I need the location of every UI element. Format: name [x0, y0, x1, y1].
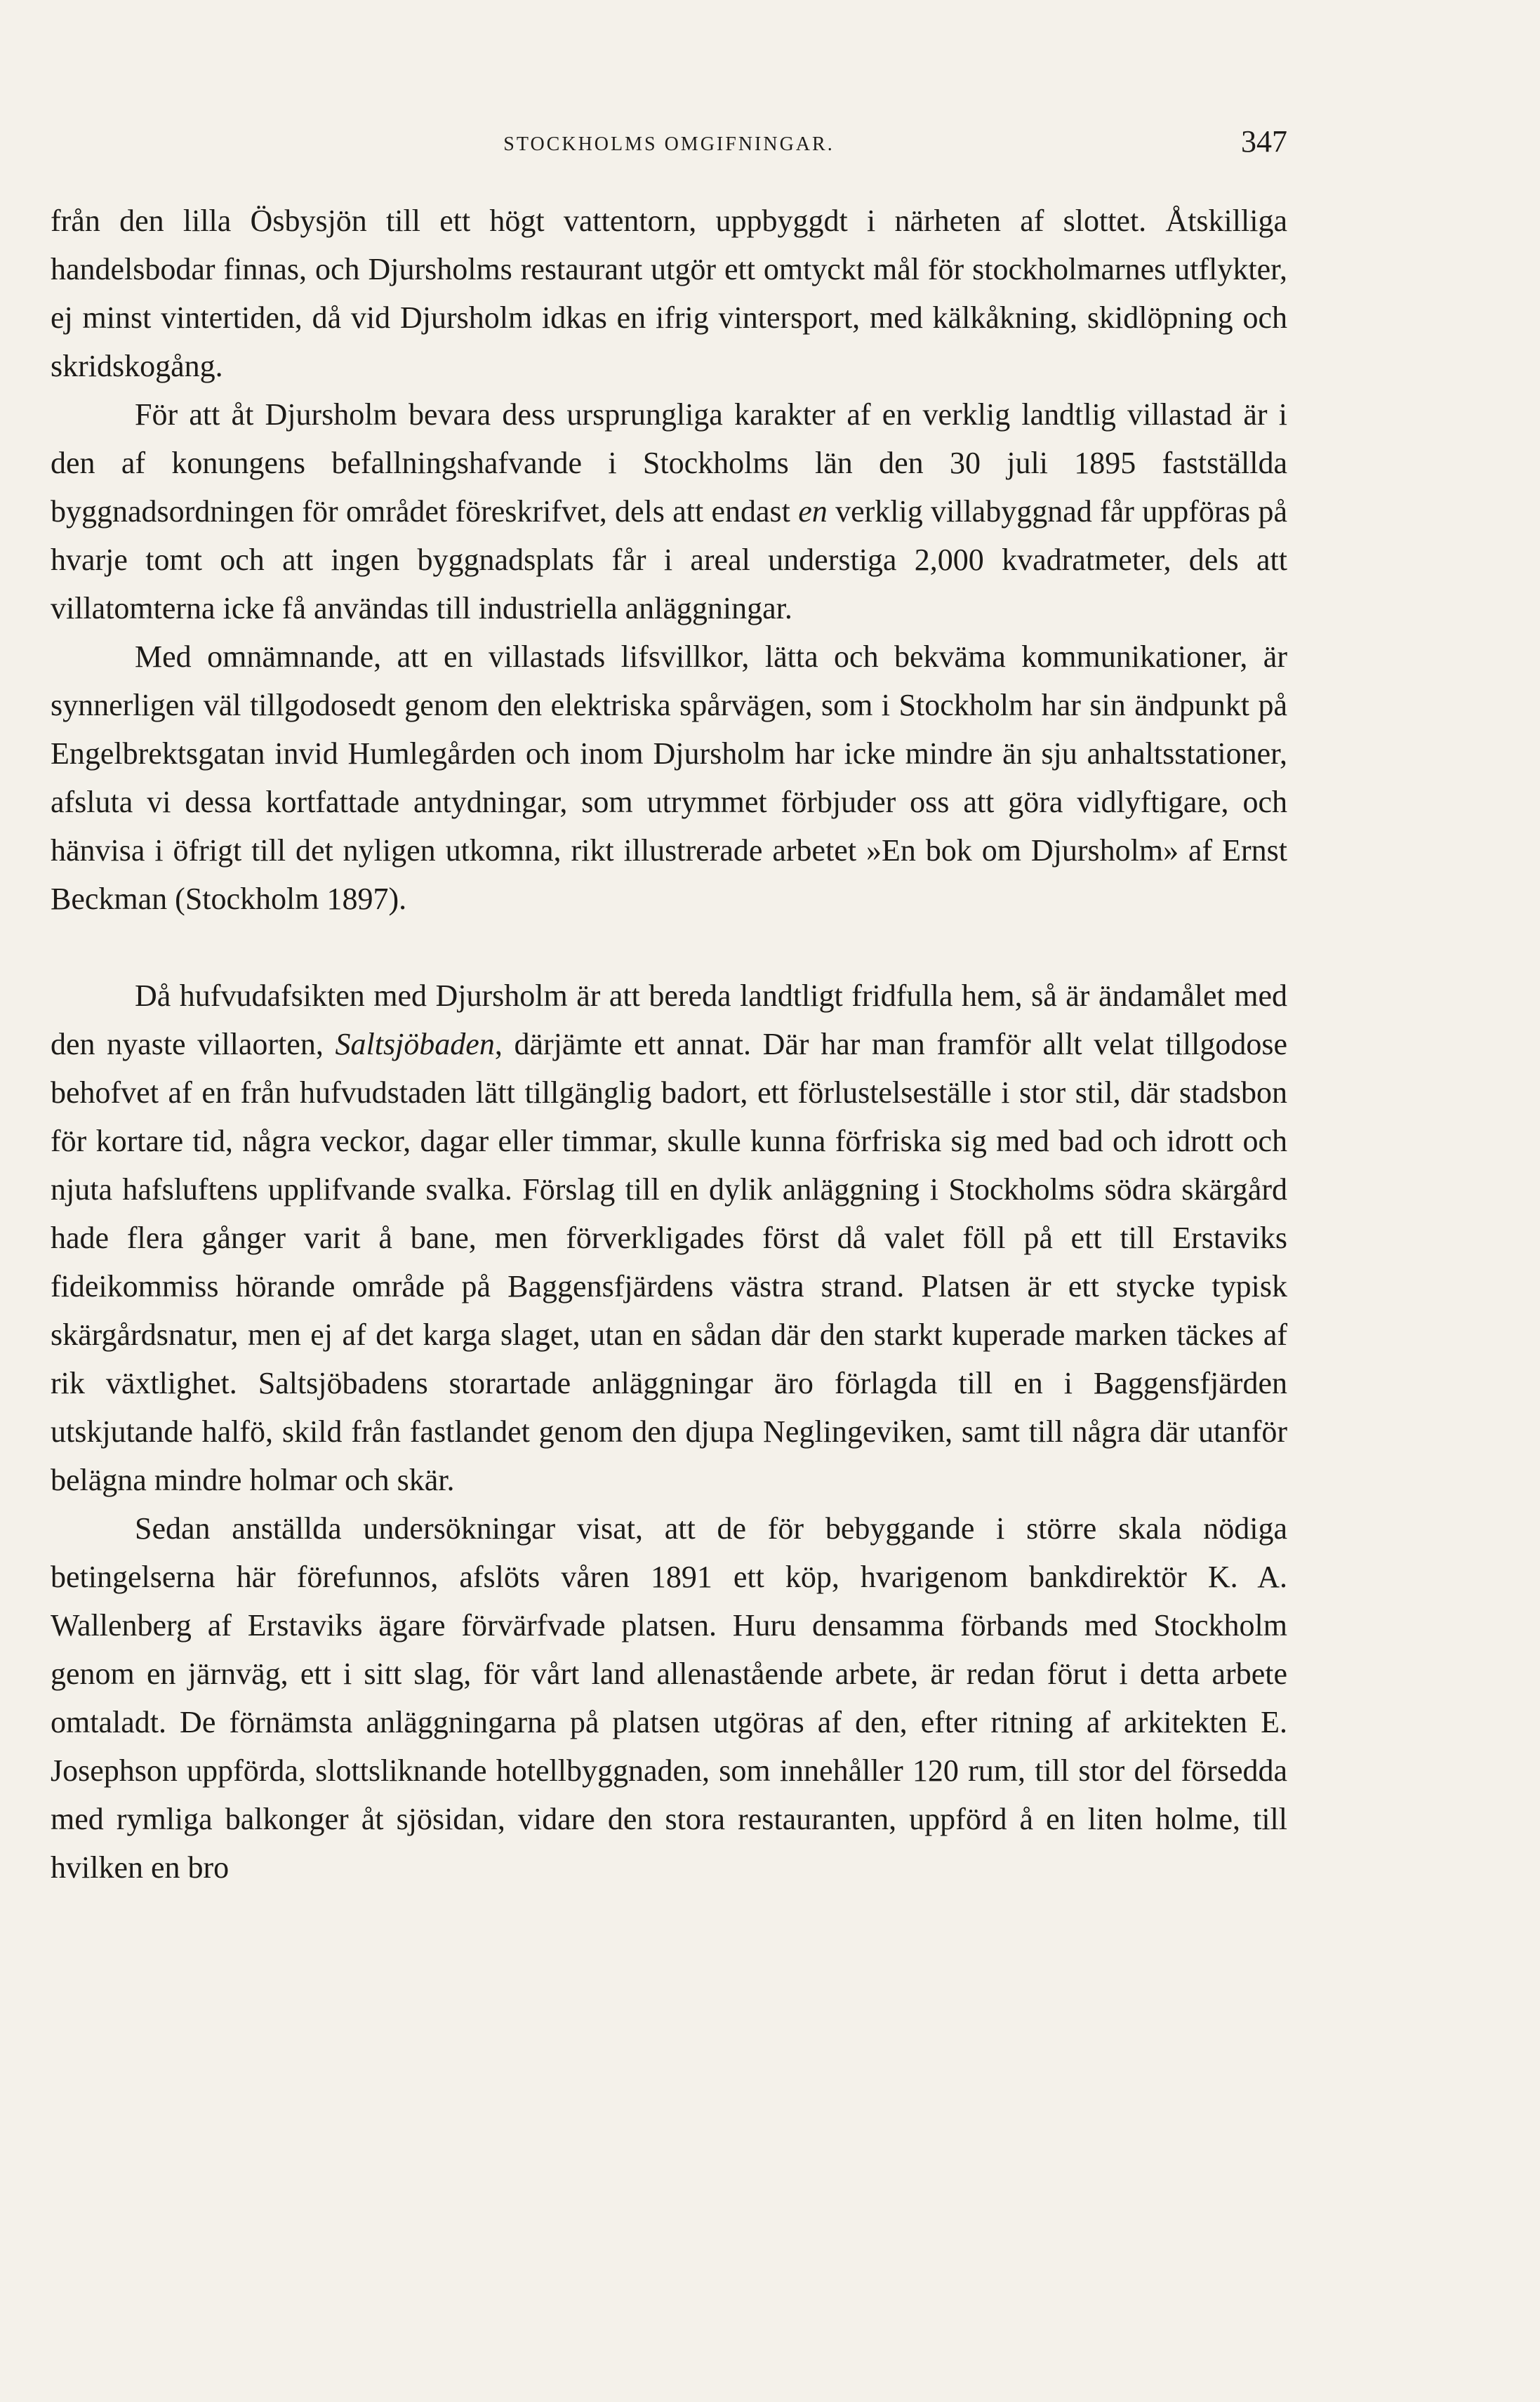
- page-header: [51, 119, 1287, 161]
- page-number: 347: [1241, 124, 1287, 159]
- emphasized-word: Saltsjöbaden: [335, 1027, 495, 1061]
- paragraph-text: verklig villabyggnad får uppföras på hvarje tomt och att ingen byggnadsplats får i areal understiga 2,000 kvadratmeter, dels att villatomterna icke få användas till industriella anläggningar.: [51, 494, 1287, 625]
- paragraph-text: , därjämte ett annat. Där har man framför allt velat tillgodose behofvet af en från hufvudstaden lätt tillgänglig badort, ett förlustelseställe i stor stil, där stadsbon för kortare tid, några veckor, dagar eller timmar, skulle kunna förfriska sig med bad och idrott och njuta hafsluftens upplifvande svalka. Förslag till en dylik anläggning i Stockholms södra skärgård hade flera gånger varit å bane, men förverkligades först då valet föll på ett till Erstaviks fideikommiss hörande område på Baggensfjärdens västra strand. Platsen är ett stycke typisk skärgårdsnatur, men ej af det karga slaget, utan en sådan där den starkt kuperade marken täckes af rik växtlighet. Saltsjöbadens storartade anläggningar äro förlagda till en i Baggensfjärden utskjutande halfö, skild från fastlandet genom den djupa Neglingeviken, samt till några där utanför belägna mindre holmar och skär.: [51, 1027, 1287, 1497]
- body-text: [51, 197, 1287, 1892]
- paragraph: [51, 971, 1287, 1504]
- paragraph: [51, 390, 1287, 632]
- book-page: [51, 119, 1287, 1892]
- paragraph: från den lilla Ösbysjön till ett högt vattentorn, uppbyggdt i närheten af slottet. Åtskilliga handelsbodar finnas, och Djursholms restaurant utgör ett omtyckt mål för stockholmarnes utflykter, ej minst vintertiden, då vid Djursholm idkas en ifrig vintersport, med kälkåkning, skidlöpning och skridskogång.: [51, 204, 1287, 383]
- paragraph: Med omnämnande, att en villastads lifsvillkor, lätta och bekväma kommunikationer, är synnerligen väl tillgodosedt genom den elektriska spårvägen, som i Stockholm har sin ändpunkt på Engelbrektsgatan invid Humlegården och inom Djursholm har icke mindre än sju anhaltsstationer, afsluta vi dessa kortfattade antydningar, som utrymmet förbjuder oss att göra vidlyftigare, och hänvisa i öfrigt till det nyligen utkomna, rikt illustrerade arbetet »En bok om Djursholm» af Ernst Beckman (Stockholm 1897).: [51, 639, 1287, 916]
- emphasized-word: en: [798, 494, 828, 529]
- paragraph-text: För att åt Djursholm bevara dess ursprungliga karakter af en verklig landtlig villastad är i den af konungens befallningshafvande i Stockholms län den 30 juli 1895 fastställda byggnadsordningen för området föreskrifvet, dels att endast: [51, 397, 1287, 529]
- paragraph: Sedan anställda undersökningar visat, att de för bebyggande i större skala nödiga betingelserna här förefunnos, afslöts våren 1891 ett köp, hvarigenom bankdirektör K. A. Wallenberg af Erstaviks ägare förvärfvade platsen. Huru densamma förbands med Stockholm genom en järnväg, ett i sitt slag, för vårt land allenastående arbete, är redan förut i detta arbete omtaladt. De förnämsta anläggningarna på platsen utgöras af den, efter ritning af arkitekten E. Josephson uppförda, slottsliknande hotellbyggnaden, som innehåller 120 rum, till stor del försedda med rymliga balkonger åt sjösidan, vidare den stora restauranten, uppförd å en liten holme, till hvilken en bro: [51, 1511, 1287, 1885]
- paragraph-text: Då hufvudafsikten med Djursholm är att bereda landtligt fridfulla hem, så är ändamålet med den nyaste villaorten,: [51, 978, 1287, 1061]
- running-title: STOCKHOLMS OMGIFNINGAR.: [503, 133, 835, 155]
